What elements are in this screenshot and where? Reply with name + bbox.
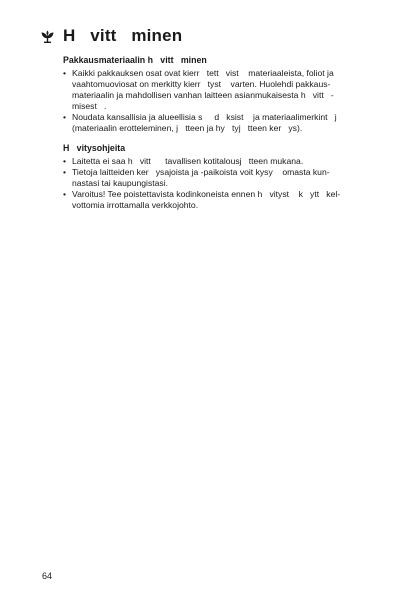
list-item-line: • Tietoja laitteiden ker ysajoista ja -paikoista voit kysy omasta kun- xyxy=(72,167,330,177)
list-item xyxy=(63,112,383,134)
section-heading: H vitysohjeita xyxy=(63,143,126,153)
page-number: 64 xyxy=(42,571,53,581)
list-item-line: materiaalin ja mahdollisen vanhan laitteen asianmukaisesta h vitt - xyxy=(72,90,334,100)
list-item-line: vottomia irrottamalla verkkojohto. xyxy=(72,200,199,210)
list-item-line: (materiaalin erotteleminen, j tteen ja hy tyj tteen ker ys). xyxy=(72,123,303,133)
list-item xyxy=(63,167,383,189)
list-item-line: • Kaikki pakkauksen osat ovat kierr tett vist materiaaleista, foliot ja xyxy=(72,68,334,78)
list-item-line: misest . xyxy=(72,101,107,111)
list-item-line: • Noudata kansallisia ja alueellisia s d ksist ja materiaalimerkint j xyxy=(72,112,337,122)
section-disposal-instructions xyxy=(63,143,383,211)
list-item xyxy=(63,189,383,211)
list-item-line: nastasi tai kaupungistasi. xyxy=(72,178,169,188)
page-title: H vitt minen xyxy=(63,26,183,45)
list-item-line: vaahtomuoviosat on merkitty kierr tyst varten. Huolehdi pakkaus- xyxy=(72,79,331,89)
section-heading: Pakkausmateriaalin h vitt minen xyxy=(63,55,207,65)
main-content xyxy=(63,55,383,211)
recycle-leaf-icon xyxy=(40,29,55,44)
list-item xyxy=(63,156,383,167)
bullet-list xyxy=(63,156,383,211)
section-packaging-disposal xyxy=(63,55,383,134)
page-title-row xyxy=(40,25,182,47)
bullet-list xyxy=(63,68,383,134)
list-item-line: • Laitetta ei saa h vitt tavallisen kotitalousj tteen mukana. xyxy=(72,156,304,166)
list-item-line: • Varoitus! Tee poistettavista kodinkoneista ennen h vityst k ytt kel- xyxy=(72,189,341,199)
list-item xyxy=(63,68,383,112)
